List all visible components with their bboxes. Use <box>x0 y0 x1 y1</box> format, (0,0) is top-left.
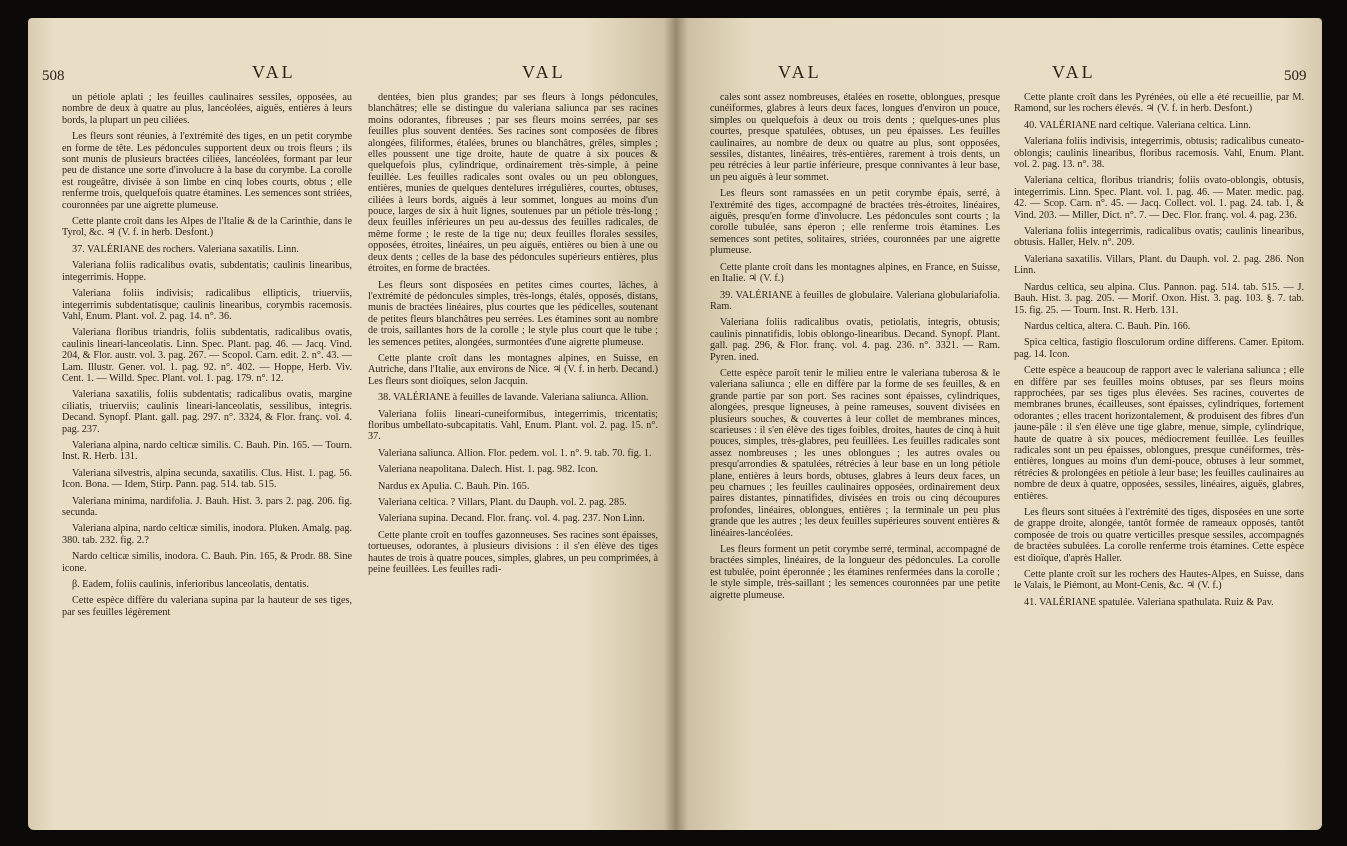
paragraph: 38. VALÉRIANE à feuilles de lavande. Valeriana saliunca. Allion. <box>378 392 649 404</box>
paragraph: 40. VALÉRIANE nard celtique. Valeriana celtica. Linn. <box>1024 119 1251 131</box>
paragraph: Cette plante croît en touffes gazonneuses. Ses racines sont épaisses, tortueuses, odorantes, à plusieurs divisions : il s'en élève des tiges hautes de trois à quatre pouces, simples, glabres, un peu comprimées, à peine feuillées. Les feuilles radi- <box>368 529 658 576</box>
right-page-number: 509 <box>1284 68 1307 84</box>
paragraph: Nardus celtica, altera. C. Bauh. Pin. 166. <box>1024 320 1191 332</box>
paragraph: Nardus ex Apulia. C. Bauh. Pin. 165. <box>378 480 530 492</box>
left-page-number: 508 <box>42 68 65 84</box>
paragraph: Cette espèce paroît tenir le milieu entre le valeriana tuberosa & le valeriana saliunca ; elle en diffère par la forme de ses feuilles, & en grande partie par son port. Ses racines sont épaisses, cylindriques, alongées, presque ligneuses, à peine rameuses, souvent divisées en plusieurs souches, & couvertes à leur collet de membranes minces, scarieuses : il s'en élève des tiges foibles, droites, hautes de cinq à huit pouces, simples, très-glabres, peu feuillées. Les feuilles radicales sont assez nombreuses ; les unes oblongues ; les autres ovales ou presqu'arrondies & spatulées, rétrécies à leur base en un long pétiole plane, entières à leurs bords, obtuses, glabres à leurs deux faces, un peu charnues ; les feuilles caulinaires opposées, ordinairement deux paires distantes, pinnatifides, divisées en trois ou cinq découpures profondes, linéaires, oblongues, entières ; la terminale un peu plus grande que les autres ; les deux feuilles supérieures souvent entières & linéaires-lancéolées. <box>710 367 1000 539</box>
left-running-head-left: VAL <box>252 62 296 82</box>
book-gutter <box>664 18 688 830</box>
paragraph: Valeriana celtica, floribus triandris; foliis ovato-oblongis, obtusis, integerrimis. Linn. Spec. Plant. vol. 1. pag. 46. — Mater. medic. pag. 42. — Scop. Carn. n°. 45. — Jacq. Collect. vol. 1. pag. 24. tab. 1, & Vind. 203. — Miller, Dict. n°. 7. — Dec. Flor. franç. vol. 4. pag. 236. <box>1014 175 1304 221</box>
paragraph: Valeriana minima, nardifolia. J. Bauh. Hist. 3. pars 2. pag. 206. fig. secunda. <box>62 495 352 518</box>
paragraph: Valeriana neapolitana. Dalech. Hist. 1. pag. 982. Icon. <box>378 464 599 476</box>
paragraph: Valeriana foliis integerrimis, radicalibus ovatis; caulinis linearibus, obtusis. Haller, Helv. n°. 209. <box>1014 226 1304 249</box>
paragraph: Les fleurs sont réunies, à l'extrémité des tiges, en un petit corymbe en forme de tête. Les pédoncules supportent deux ou trois fleurs ; ils sont munis de plusieurs bractées ciliées, lancéolées, formant par leur peu de distance une sorte d'involucre à la base du corymbe. La corolle est rougeâtre, divisée à son limbe en cinq lobes courts, obtus ; elle renferme trois, quelquefois quatre étamines. Les semences sont striées, couronnées par une aigrette plumeuse. <box>62 131 352 211</box>
paragraph: Nardus celtica, seu alpina. Clus. Pannon. pag. 514. tab. 515. — J. Bauh. Hist. 3. pag. 205. — Morif. Oxon. Hist. 3. pag. 103. §. 7. tab. 15. fig. 25. — Tourn. Inst. R. Herb. 131. <box>1014 281 1304 316</box>
paragraph: Cette espèce diffère du valeriana supina par la hauteur de ses tiges, par ses feuilles légèrement <box>62 595 352 618</box>
paragraph: Valeriana alpina, nardo celticæ similis. C. Bauh. Pin. 165. — Tourn. Inst. R. Herb. 131. <box>62 439 352 463</box>
paragraph: Cette plante croît dans les montagnes alpines, en Suisse, en Autriche, dans l'Italie, aux environs de Nice. ♃ (V. f. in herb. Decand.) Les fleurs sont dioïques, selon Jacquin. <box>368 352 658 387</box>
left-page-column-2 <box>368 92 658 814</box>
paragraph: Valeriana foliis lineari-cuneiformibus, integerrimis, tricentatis; floribus umbellato-subcapitatis. Vahl, Enum. Plant. vol. 2. pag. 15. n°. 37. <box>368 408 658 443</box>
paragraph: Les fleurs forment un petit corymbe serré, terminal, accompagné de bractées simples, linéaires, de la longueur des pédoncules. La corolle est tubulée, point éperonnée ; les étamines renfermées dans la corolle ; le style simple, très-saillant ; les semences couronnées par une petite aigrette plumeuse. <box>710 544 1000 601</box>
left-page-column-1 <box>62 92 352 814</box>
paragraph: Cette plante croît dans les montagnes alpines, en France, en Suisse, en Italie. ♃ (V. f.) <box>710 261 1000 285</box>
paragraph: Cette plante croît dans les Alpes de l'Italie & de la Carinthie, dans le Tyrol, &c. ♃ (V. f. in herb. Desfont.) <box>62 216 352 239</box>
paragraph: Valeriana foliis radicalibus ovatis, subdentatis; caulinis linearibus, integerrimis. Hoppe. <box>62 260 352 283</box>
paragraph: Valeriana foliis indivisis; radicalibus ellipticis, triuerviis, integerrimis subdentatisque; caulinis linearibus, corymbis racemosis. Vahl, Enum. Plant. vol. 2. pag. 14. n°. 36. <box>62 288 352 322</box>
paragraph: Les fleurs sont disposées en petites cimes courtes, lâches, à l'extrémité de pédoncules simples, très-longs, étalés, opposés, distans, munis de bractées linéaires, plus courtes que les pédicelles, soutenant de petites fleurs blanchâtres peu serrées. Les étamines sont au nombre de trois, saillantes hors de la corolle ; le style plus court que le tube ; les semences petites, alongées, surmontées d'une aigrette plumeuse. <box>368 279 658 348</box>
paragraph: Cette plante croît dans les Pyrénées, où elle a été recueillie, par M. Ramond, sur les rochers élevés. ♃ (V. f. in herb. Desfont.) <box>1014 92 1304 115</box>
paragraph: Valeriana saxatilis, foliis subdentatis; radicalibus ovatis, margine ciliatis, triuerviis; caulinis lineari-lanceolatis, sessilibus, integris. Decand. Synopf. Plant. gall. pag. 297. n°. 3324, & Flor. franç. vol. 4. pag. 237. <box>62 389 352 435</box>
paragraph: Nardo celticæ similis, inodora. C. Bauh. Pin. 165, & Prodr. 88. Sine icone. <box>62 551 352 574</box>
paragraph: Spica celtica, fastigio flosculorum ordine differens. Camer. Epitom. pag. 14. Icon. <box>1014 337 1304 360</box>
left-running-head-right: VAL <box>522 62 566 82</box>
paragraph: Valeriana foliis radicalibus ovatis, petiolatis, integris, obtusis; caulinis pinnatifidis, lobis oblongo-linearibus. Decand. Synopf. Plant. gall. pag. 296, & Flor. franç. vol. 4. pag. 236. n°. 3321. — Ram. Pyren. ined. <box>710 317 1000 363</box>
paragraph: Les fleurs sont situées à l'extrémité des tiges, disposées en une sorte de grappe droite, alongée, tantôt formée de rameaux opposés, tantôt composée de trois ou quatre verticilles presque sessiles, accompagnés de bractées subulées. La corolle renferme trois étamines. Cette espèce est dioïque, d'après Haller. <box>1014 507 1304 564</box>
paragraph: 41. VALÉRIANE spatulée. Valeriana spathulata. Ruiz & Pav. <box>1024 596 1274 608</box>
paragraph: Cette plante croît sur les rochers des Hautes-Alpes, en Suisse, dans le Valais, le Piémont, au Mont-Cenis, &c. ♃ (V. f.) <box>1014 569 1304 592</box>
paragraph: un pétiole aplati ; les feuilles caulinaires sessiles, opposées, au nombre de deux à quatre au plus, lancéolées, aiguës, entières à leurs bords, la plupart un peu ciliées. <box>62 92 352 126</box>
paragraph: 37. VALÉRIANE des rochers. Valeriana saxatilis. Linn. <box>72 243 299 255</box>
paragraph: Valeriana saxatilis. Villars, Plant. du Dauph. vol. 2. pag. 286. Non Linn. <box>1014 253 1304 277</box>
paragraph: Valeriana celtica. ? Villars, Plant. du Dauph. vol. 2. pag. 285. <box>378 497 627 508</box>
paragraph: Valeriana supina. Decand. Flor. franç. vol. 4. pag. 237. Non Linn. <box>378 513 645 525</box>
right-page-column-1 <box>710 92 1000 814</box>
paragraph: Valeriana floribus triandris, foliis subdentatis, radicalibus ovatis, caulinis lineari-lanceolatis. Linn. Spec. Plant. pag. 46. — Jacq. Vind. 204, & Flor. austr. vol. 3. pag. 267. — Scopol. Carn. edit. 2. n°. 43. — Lam. Illustr. Gener. vol. 1. pag. 92. n°. 402. — Hoppe, Herb. Viv. Cent. 1. — Willd. Spec. Plant. vol. 1. pag. 179. n°. 12. <box>62 327 352 384</box>
paragraph: Les fleurs sont ramassées en un petit corymbe épais, serré, à l'extrémité des tiges, accompagné de bractées très-étroites, linéaires, aiguës, presqu'en forme d'involucre. Les pédoncules sont courts ; la corolle tubulée, sans éperon ; elle renferme trois étamines. Les semences sont petites, solitaires, striées, couronnées par une aigrette plumeuse. <box>710 188 1000 257</box>
right-page-column-2 <box>1014 92 1304 814</box>
right-running-head-left: VAL <box>778 62 822 82</box>
paragraph: cales sont assez nombreuses, étalées en rosette, oblongues, presque cunéiformes, glabres à leurs deux faces, longues d'environ un pouce, simples ou quelquefois à deux ou trois dents ; quelques-unes plus courtes, presque spatulées, obtuses, un peu épaisses. Les feuilles caulinaires, au nombre de deux ou quatre au plus, sont opposées, sessiles, distantes, linéaires, très-entières, rarement à trois dents, un peu rétrécies à leur partie inférieure, presque connivantes à leur base, un peu aiguës à leur sommet. <box>710 92 1000 183</box>
paragraph: 39. VALÉRIANE à feuilles de globulaire. Valeriana globulariafolia. Ram. <box>710 289 1000 312</box>
paragraph: β. Eadem, foliis caulinis, inferioribus lanceolatis, dentatis. <box>72 579 309 591</box>
right-running-head-right: VAL <box>1052 62 1096 82</box>
paragraph: Valeriana silvestris, alpina secunda, saxatilis. Clus. Hist. 1. pag. 56. Icon. Bona. — Idem, Stirp. Pann. pag. 514. tab. 515. <box>62 467 352 491</box>
paragraph: Valeriana foliis indivisis, integerrimis, obtusis; radicalibus cuneato-oblongis; caulinis linearibus, floribus racemosis. Vahl, Enum. Plant. vol. 2. pag. 13. n°. 38. <box>1014 136 1304 171</box>
paragraph: Valeriana alpina, nardo celticæ similis, inodora. Pluken. Amalg. pag. 380. tab. 232. fig. 2.? <box>62 523 352 546</box>
paragraph: Cette espèce a beaucoup de rapport avec le valeriana saliunca ; elle en diffère par ses feuilles moins obtuses, par ses fleurs moins rapprochées, par ses tiges plus élevées. Ses racines, couvertes de membranes brunes, écailleuses, sont épaisses, cylindriques, fortement odorantes ; elles tracent horizontalement, & produisent des fibres d'un jaune-pâle : il s'en élève une tige glabre, menue, simple, cylindrique, haute de quatre à six pouces, médiocrement feuillée. Les feuilles radicales sont un peu épaisses, oblongues, presque cunéiformes, très-entières, longues au moins d'un demi-pouce, obtuses à leur sommet, rétrécies & prolongées en pétiole à leur base; les feuilles caulinaires au nombre de deux à quatre, opposées, sessiles, linéaires, aiguës, glabres, entières. <box>1014 365 1304 502</box>
paragraph: Valeriana saliunca. Allion. Flor. pedem. vol. 1. n°. 9. tab. 70. fig. 1. <box>378 447 652 459</box>
paragraph: dentées, bien plus grandes; par ses fleurs à longs pédoncules, blanchâtres; elle se distingue du valeriana saliunca par ses racines moins odorantes, fibreuses ; par ses fleurs moins serrées, par ses feuilles plus souvent dentées. Ses racines sont composées de fibres alongées, filiformes, étalées, brunes ou blanchâtres, grêles, simples ; elles poussent une tige droite, haute de quatre à six pouces & quelquefois plus, cylindrique, ordinairement très-simple, à peine feuillée. Les feuilles radicales sont ovales ou un peu oblongues, entières, munies de quelques dentelures irrégulières, courtes, obtuses, ciliées à leurs bords, aiguës à leur sommet, longues au moins d'un pouce, larges de six à huit lignes, soutenues par un pétiole très-long ; deux feuilles inférieures un peu au-dessus des feuilles radicales, de même forme ; le reste de la tige nu; deux feuilles florales sessiles, opposées, étroites, linéaires, un peu aiguës, entières ou bien à une ou deux dents ; celles de la base des pédoncules supérieurs entières, plus étroites, en forme de bractées. <box>368 92 658 275</box>
